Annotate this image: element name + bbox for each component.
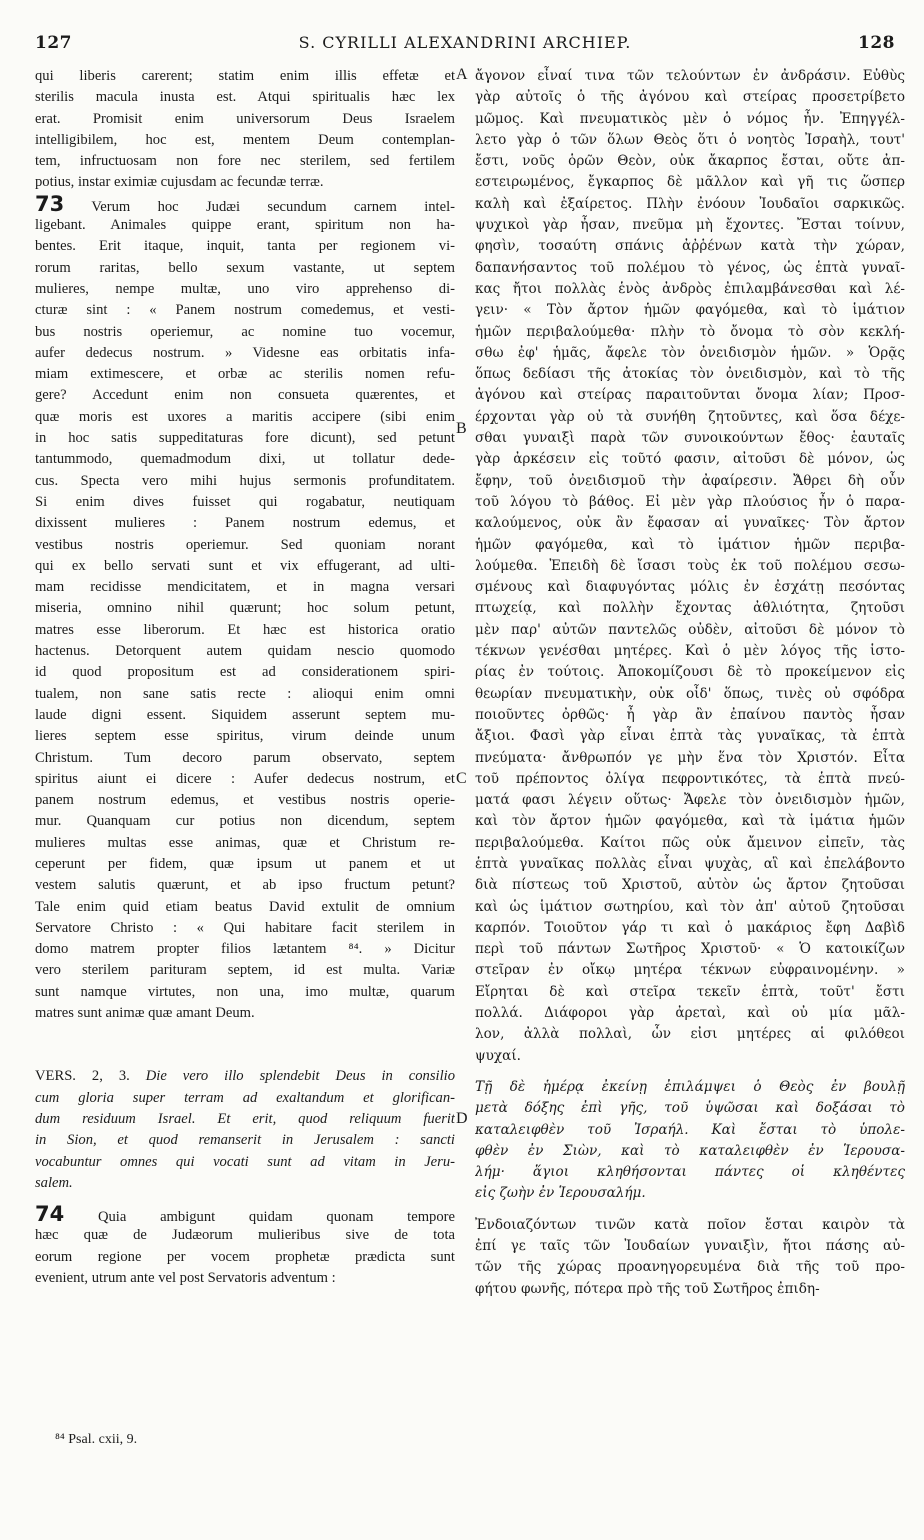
text-line: ligebant. Animales quippe erant, spiritum non ha-: [35, 217, 455, 234]
running-title: S. CYRILLI ALEXANDRINI ARCHIEP.: [298, 33, 632, 52]
section-73-line: [35, 194, 455, 215]
greek-block-1: [475, 66, 905, 1067]
text-line: spiritus aiunt ei dicere : Aufer dedecus nostrum, et: [35, 770, 455, 787]
text-line: καλὴ καὶ ἐξαίρετος. Πλὴν ἐνόουν Ἰουδαῖοι σαρκικῶς.: [475, 195, 905, 212]
latin-block-1: [35, 66, 455, 194]
section-number-74: 74: [35, 1204, 65, 1226]
text-line: φήτου φωνῆς, πότερα πρὸ τῆς τοῦ Σωτῆρος ἐπιδη-: [475, 1280, 820, 1297]
text-line: vero sterilem parituram septem, id est multa. Variæ: [35, 962, 455, 979]
text-line: gere? Accedunt enim non consueta quærentes, et: [35, 387, 455, 404]
text-line: τοῦ πρέποντος ὀλίγα πεφροντικότες, τὰ ἑπτὰ πνεύ-: [475, 770, 905, 787]
greek-italic-block: [475, 1077, 905, 1205]
text-line: dixissent mulieres : Panem nostrum edemus, et: [35, 515, 455, 532]
spacer: [35, 1024, 455, 1066]
text-line: θεωρίαν πνευματικὴν, οὐκ οἶδ' ὅπως, τινὲς οὐ σφόδρα: [475, 685, 905, 702]
text-line: Si enim dives fuisset qui rogabatur, neutiquam: [35, 493, 455, 510]
text-line: εστειρωμένος, ἔγκαρπος δὲ μᾶλλον καὶ γῆ τις ὥσπερ: [475, 174, 905, 191]
text-line: tualem, non sane satis recte : alioqui enim omni: [35, 685, 455, 702]
text-line: evenient, utrum ante vel post Servatoris adventum :: [35, 1270, 336, 1287]
text-line: dum residuum Israel. Et erit, quod reliquum fuerit: [35, 1110, 455, 1127]
greek-block-2: [475, 1215, 905, 1300]
margin-letter-d: D: [456, 1110, 468, 1127]
text-line: intelligibilem, hoc est, mentem Deum contemplan-: [35, 131, 455, 148]
spacer: [35, 1194, 455, 1204]
text-line: κας ἤτοι πολλὰς ἑνὸς ἀνδρὸς ἐπιλαμβάνεσθαι καὶ λέ-: [475, 280, 905, 297]
text-line: mam recidisse mendicitatem, et in magna versari: [35, 579, 455, 596]
text-line: περὶ τοῦ πάντων Σωτῆρος Χριστοῦ· « Ὁ κατοικίζων: [475, 941, 905, 958]
text-line: ἡμῶν φαγόμεθα, καὶ τὸ ἱμάτιον ἡμῶν περιβα-: [475, 536, 905, 553]
text-line: σθαι γυναιξὶ παρὰ τῶν συνοικούντων ἔθος· ἑαυταῖς: [475, 430, 905, 447]
latin-block-3: [35, 1225, 455, 1289]
text-line: vocabuntur omnes qui vocati sunt ad vitam in Jeru-: [35, 1153, 455, 1170]
text-line: in Sion, et quod remanserit in Jerusalem : sancti: [35, 1132, 455, 1149]
page-header: [35, 33, 895, 55]
text-line: πτωχείᾳ, καὶ πολλὴν ἔχοντας ἀθλιότητα, ζητοῦσι: [475, 600, 905, 617]
text-line: λήμ· ἅγιοι κληθήσονται πάντες οἱ κληθέντες: [475, 1164, 905, 1181]
latin-block-2: [35, 215, 455, 1024]
vers-block: [35, 1088, 455, 1194]
text-line: qui liberis carerent; statim enim illis effetæ et: [35, 68, 455, 84]
text-line: σμένους καὶ διαφυγόντας μόλις ἐν ἐσχάτῃ πεσόντας: [475, 579, 905, 596]
text-line: ἀγόνου καὶ στείρας παραιτοῦνται ὄνομα λίαν; Προσ-: [475, 387, 905, 404]
text-line: sunt namque virtutes, non una, imo multæ, quarum: [35, 983, 455, 1000]
text-line: πνεύματα· ἄνθρωπόν γε μὴν ἕνα τὸν Χριστόν. Εἶτα: [475, 749, 905, 766]
text-line: id quod propositum est ad considerationem spiri-: [35, 664, 455, 681]
text-line: laude digni essent. Siquidem asserunt septem mu-: [35, 706, 455, 723]
text-line: vestibus nostris operiemur. Sed quoniam norant: [35, 536, 455, 553]
text-line: aufer dedecus nostrum. » Videsne eas orbitatis infa-: [35, 344, 455, 361]
text-line: sterilis macula inusta est. Atqui spiritualis hæc lex: [35, 89, 455, 106]
text-line: mulieres multas esse animas, quæ et Christum re-: [35, 834, 455, 851]
text-line: bus nostris operiemur, ac nomine tuo vocemur,: [35, 323, 455, 340]
text-line: ἡμῶν περιβαλούμεθα· πλὴν τὸ ὄνομα τὸ σὸν κεκλή-: [475, 323, 905, 340]
text-line: panem nostrum edemus, et vestibus nostris operie-: [35, 792, 455, 809]
text-line: Christum. Tum decoro parum observato, septem: [35, 749, 455, 766]
text-line: στεῖραν ἐν οἴκῳ μητέρα τέκνων εὐφραινομένην. »: [475, 962, 905, 979]
text-line: hactenus. Detorquent autem quidam nescio quomodo: [35, 643, 455, 660]
text-line: Εἴρηται δὲ καὶ στεῖρα τεκεῖν ἑπτὰ, τοῦτ' ἔστι: [475, 983, 905, 1000]
text-line: domo matrem propter filios lætantem ⁸⁴. » Dicitur: [35, 941, 455, 958]
spacer: [475, 1205, 905, 1215]
text-line: μετὰ δόξης ἐπὶ γῆς, τοῦ ὑψῶσαι καὶ δοξάσαι τὸ: [475, 1100, 905, 1117]
section-74-text: Quia ambigunt quidam quonam tempore: [97, 1209, 455, 1226]
text-line: mulieres, nempe multæ, uno viro apprehenso di-: [35, 280, 455, 297]
page-number-right: 128: [858, 33, 895, 53]
text-line: ἔφην, τοῦ ὀνειδισμοῦ τὴν ἀφαίρεσιν. Ἄθρει δὴ οὖν: [475, 472, 905, 489]
text-line: φθὲν ἐν Σιὼν, καὶ τὸ καταλειφθὲν ἐν Ἱερουσα-: [475, 1142, 905, 1159]
text-line: καρπόν. Τοιοῦτον γάρ τι καὶ ὁ μακάριος ἔφη Δαβὶδ: [475, 919, 905, 936]
text-line: rorum raritas, bello sexum vastante, ut septem: [35, 259, 455, 276]
text-line: ἑπτὰ γυναῖκας πολλὰς εἶναι ψυχὰς, αἳ καὶ ἐπελάβοντο: [475, 855, 905, 872]
text-line: καὶ τὸν ἄρτον ἡμῶν φαγόμεθα, καὶ τὰ ἱμάτια ἡμῶν: [475, 813, 905, 830]
text-line: τέκνων γενέσθαι μητέρες. Καὶ ὁ μὲν λόγος τῆς ἱστο-: [475, 643, 905, 660]
greek-column: [475, 66, 905, 1300]
text-line: καὶ ὡς ἱμάτιον σωτηρίου, καὶ τὸν ἀπ' αὐτοῦ ζητοῦσαι: [475, 898, 905, 915]
text-line: cturæ sint : « Panem nostrum comedemus, et vesti-: [35, 302, 455, 319]
text-line: ψυχαί.: [475, 1047, 521, 1064]
text-line: mur. Quanquam cur potius non dicendum, septem: [35, 813, 455, 830]
section-number-73: 73: [35, 193, 65, 216]
text-line: τοῦ λόγου τὸ βάθος. Εἰ μὲν γὰρ πλούσιος ἦν ὁ παρα-: [475, 493, 905, 510]
text-line: μὲν παρ' αὐτῶν παντελῶς οὐδὲν, αἰτοῦσι δὲ μόνον τὸ: [475, 621, 905, 638]
text-line: ἄγονον εἶναί τινα τῶν τελούντων ἐν ἀνδράσιν. Εὐθὺς: [475, 68, 905, 84]
latin-column: [35, 66, 455, 1289]
text-line: εἰς ζωὴν ἐν Ἱερουσαλήμ.: [475, 1185, 646, 1202]
text-line: eorum regione per vocem prophetæ prædicta sunt: [35, 1248, 455, 1265]
spacer: [475, 1067, 905, 1077]
text-line: λούμεθα. Ἐπειδὴ δὲ ἴσασι τοὺς ἐκ τοῦ πολέμου σεσω-: [475, 557, 905, 574]
text-line: τῶν τῆς χώρας προανηγορευμένα διὰ τῆς τοῦ προ-: [475, 1259, 905, 1276]
text-line: περιβαλούμεθα. Καίτοι πῶς οὐκ ἄμεινον εἰπεῖν, τὰς: [475, 834, 905, 851]
text-line: vestem salutis quærunt, et ab ipso fructum petunt?: [35, 877, 455, 894]
text-line: Ἐνδοιαζόντων τινῶν κατὰ ποῖον ἔσται καιρὸν τὰ: [475, 1216, 905, 1233]
vers-label: VERS. 2, 3.: [35, 1068, 130, 1085]
text-line: ἐπί γε ταῖς τῶν Ἰουδαίων γυναιξὶν, ἤτοι πάσης αὐ-: [475, 1238, 905, 1255]
text-line: ρίας ἐν τούτοις. Ἀποκομίζουσι δὲ τὸ προκείμενον εἰς: [475, 664, 905, 681]
text-line: ὅπως δεδίασι τῆς ἀτοκίας τὸν ὀνειδισμὸν, καὶ τὸ τῆς: [475, 366, 905, 383]
text-line: ποιοῦντες ὀρθῶς· ἦ γὰρ ἂν ἐπαίνου παντὸς ἦσαν: [475, 706, 905, 723]
text-line: γειν· « Τὸν ἄρτον ἡμῶν φαγόμεθα, καὶ τὸ ἱμάτιον: [475, 302, 905, 319]
text-line: δαπανήσαντος τοῦ πολέμου τὸ γένος, ὡς ἑπτὰ γυναῖ-: [475, 259, 905, 276]
text-line: quæ moris est uxores a maritis accipere (sibi enim: [35, 408, 455, 425]
section-74-line: [35, 1204, 455, 1225]
text-line: cus. Specta vero mihi hujus sermonis profunditatem.: [35, 472, 455, 489]
text-line: Tale enim quid etiam beatus David extulit de omnium: [35, 898, 455, 915]
text-line: γὰρ ἀρκέσειν εἰς τοῦτό φασιν, αἰτοῦσι δὲ μόνον, ὡς: [475, 451, 905, 468]
text-line: ceperunt per fidem, quæ ipsum ut panem et ut: [35, 855, 455, 872]
footnote: ⁸⁴ Psal. cxii, 9.: [55, 1432, 138, 1447]
text-line: tem, infructuosam non fore nec sterilem, sed fertilem: [35, 153, 455, 170]
text-line: ματά φασι λέγειν οὕτως· Ἄφελε τὸν ὀνειδισμὸν ἡμῶν,: [475, 792, 905, 809]
margin-letter-b: B: [456, 420, 467, 437]
text-line: matres esse liberorum. Et hæc est historica oratio: [35, 621, 455, 638]
text-line: Servatore Christo : « Qui habitare facit sterilem in: [35, 919, 455, 936]
text-line: γὰρ αὐτοῖς ὁ τῆς ἀγόνου καὶ στείρας προσετρίβετο: [475, 89, 905, 106]
text-line: miam extimescere, et orbæ ac sterilis nomen refu-: [35, 366, 455, 383]
text-line: in hoc satis suppeditaturas fore dicunt), sed petunt: [35, 430, 455, 447]
text-line: erat. Promisit enim universorum Deus Israelem: [35, 110, 455, 127]
vers-text-1: Die vero illo splendebit Deus in consilio: [145, 1068, 455, 1085]
text-line: hæc quæ de Judæorum mulieribus sive de tota: [35, 1227, 455, 1244]
page-number-left: 127: [35, 33, 72, 53]
section-73-text: Verum hoc Judæi secundum carnem intel-: [91, 198, 455, 215]
text-line: qui ex bello servati sunt et vix effugerant, ad ulti-: [35, 557, 455, 574]
text-line: έρχονται γὰρ οὐ τὰ συνήθη ζητοῦντες, καὶ ὅσα δέχε-: [475, 408, 905, 425]
text-line: μῶμος. Καὶ πνευματικὸς μὲν ὁ νόμος ἦν. Ἐπηγγέλ-: [475, 110, 905, 127]
text-line: bentes. Erit itaque, inquit, tanta per regionem vi-: [35, 238, 455, 255]
text-line: Τῇ δὲ ἡμέρᾳ ἐκείνῃ ἐπιλάμψει ὁ Θεὸς ἐν βουλῇ: [475, 1078, 905, 1095]
margin-letter-a: A: [456, 66, 468, 83]
text-line: ἔστι, νοῦς ὁρῶν Θεὸν, οὐκ ἄκαρπος ἔσται, οὔτε ἀπ-: [475, 153, 905, 170]
text-line: διὰ πίστεως τοῦ Χριστοῦ, αὐτὸν ὡς ἄρτον ζητοῦσαι: [475, 877, 905, 894]
text-line: καλούμενος, οὐκ ἂν ἔφασαν αἱ γυναῖκες· Τὸν ἄρτον: [475, 515, 905, 532]
text-line: potius, instar eximiæ cujusdam ac fecundæ terræ.: [35, 174, 324, 191]
text-line: salem.: [35, 1174, 73, 1191]
text-line: λον, ἀλλὰ πολλαὶ, ὧν εἰσι μητέρες αἱ φιλόθεοι: [475, 1026, 905, 1043]
text-line: καταλειφθὲν τοῦ Ἰσραήλ. Καὶ ἔσται τὸ ὑπολε-: [475, 1121, 905, 1138]
vers-line-1: [35, 1066, 455, 1087]
text-line: λετο γὰρ ὁ τῶν ὅλων Θεὸς ὅτι ὁ νοητὸς Ἰσραὴλ, τουτ': [475, 131, 905, 148]
text-line: πολλά. Διάφοροι γὰρ ἀρεταὶ, καὶ οὐ μία μᾶλ-: [475, 1005, 905, 1022]
text-line: matres sunt animæ quæ amant Deum.: [35, 1005, 255, 1022]
text-line: miseria, omnino nihil quærunt; hoc solum petunt,: [35, 600, 455, 617]
text-line: cum gloria super terram ad exaltandum et glorifican-: [35, 1089, 455, 1106]
text-line: tantummodo, quemadmodum dixi, ut tollatur dede-: [35, 451, 455, 468]
margin-letter-c: C: [456, 770, 467, 787]
text-line: ψυχικοὶ γὰρ ἦσαν, πνεῦμα μὴ ἔχοντες. Ἔσται τοίνυν,: [475, 217, 905, 234]
text-line: φησὶν, τοσαύτη σπάνις ἀῤῥένων κατὰ τὴν χώραν,: [475, 238, 905, 255]
text-line: σθω ἐφ' ἡμᾶς, ἄφελε τὸν ὀνειδισμὸν ἡμῶν. » Ὁρᾷς: [475, 344, 905, 361]
text-line: lieres septem esse spiritus, virum deinde unum: [35, 728, 455, 745]
text-line: ἄξιοι. Φασὶ γὰρ εἶναι ἑπτὰ τὰς γυναῖκας, τὰ ἑπτὰ: [475, 728, 905, 745]
